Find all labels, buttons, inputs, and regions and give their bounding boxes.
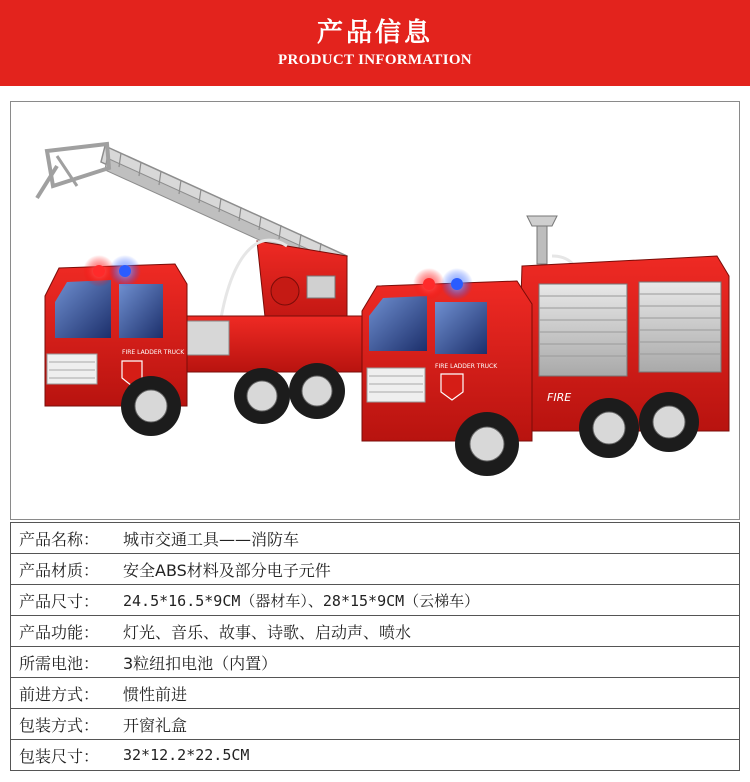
left-door-text: FIRE LADDER TRUCK (122, 349, 185, 356)
spec-label: 包装尺寸： (19, 746, 100, 766)
spec-label: 前进方式： (19, 684, 100, 704)
spec-row-package-size (11, 740, 739, 771)
spec-label: 产品功能： (19, 622, 100, 642)
spec-row-name (11, 523, 739, 554)
spec-label: 产品名称： (19, 529, 100, 549)
spec-row-material (11, 554, 739, 585)
section-title: 产品信息 (316, 18, 433, 48)
spec-value: 开窗礼盒 (123, 715, 188, 735)
section-header (0, 0, 750, 86)
left-side-logo: FIRE (215, 373, 237, 384)
spec-row-battery (11, 647, 739, 678)
spec-label: 产品材质： (19, 560, 100, 580)
spec-label: 包装方式： (19, 715, 100, 735)
section-subtitle: PRODUCT INFORMATION (278, 52, 472, 68)
equipment-truck (362, 216, 729, 476)
spec-row-drive (11, 678, 739, 709)
spec-value: 城市交通工具——消防车 (123, 529, 300, 549)
spec-row-function (11, 616, 739, 647)
spec-value: 灯光、音乐、故事、诗歌、启动声、喷水 (123, 622, 412, 642)
product-photo (17, 106, 733, 514)
spec-row-size (11, 585, 739, 616)
spec-row-packaging (11, 709, 739, 740)
right-side-logo: FIRE (547, 391, 572, 404)
spec-value: 32*12.2*22.5CM (123, 746, 250, 764)
spec-value: 惯性前进 (123, 684, 188, 704)
right-door-text: FIRE LADDER TRUCK (435, 363, 498, 370)
spec-value: 24.5*16.5*9CM（器材车）、28*15*9CM（云梯车） (123, 591, 480, 610)
spec-label: 产品尺寸： (19, 591, 100, 611)
spec-table (10, 522, 740, 771)
ladder-truck (37, 144, 377, 436)
spec-value: 3粒纽扣电池（内置） (123, 653, 278, 673)
fire-trucks-illustration (17, 106, 733, 514)
spec-value: 安全ABS材料及部分电子元件 (123, 560, 331, 580)
product-photo-frame (10, 101, 740, 520)
spec-label: 所需电池： (19, 653, 100, 673)
